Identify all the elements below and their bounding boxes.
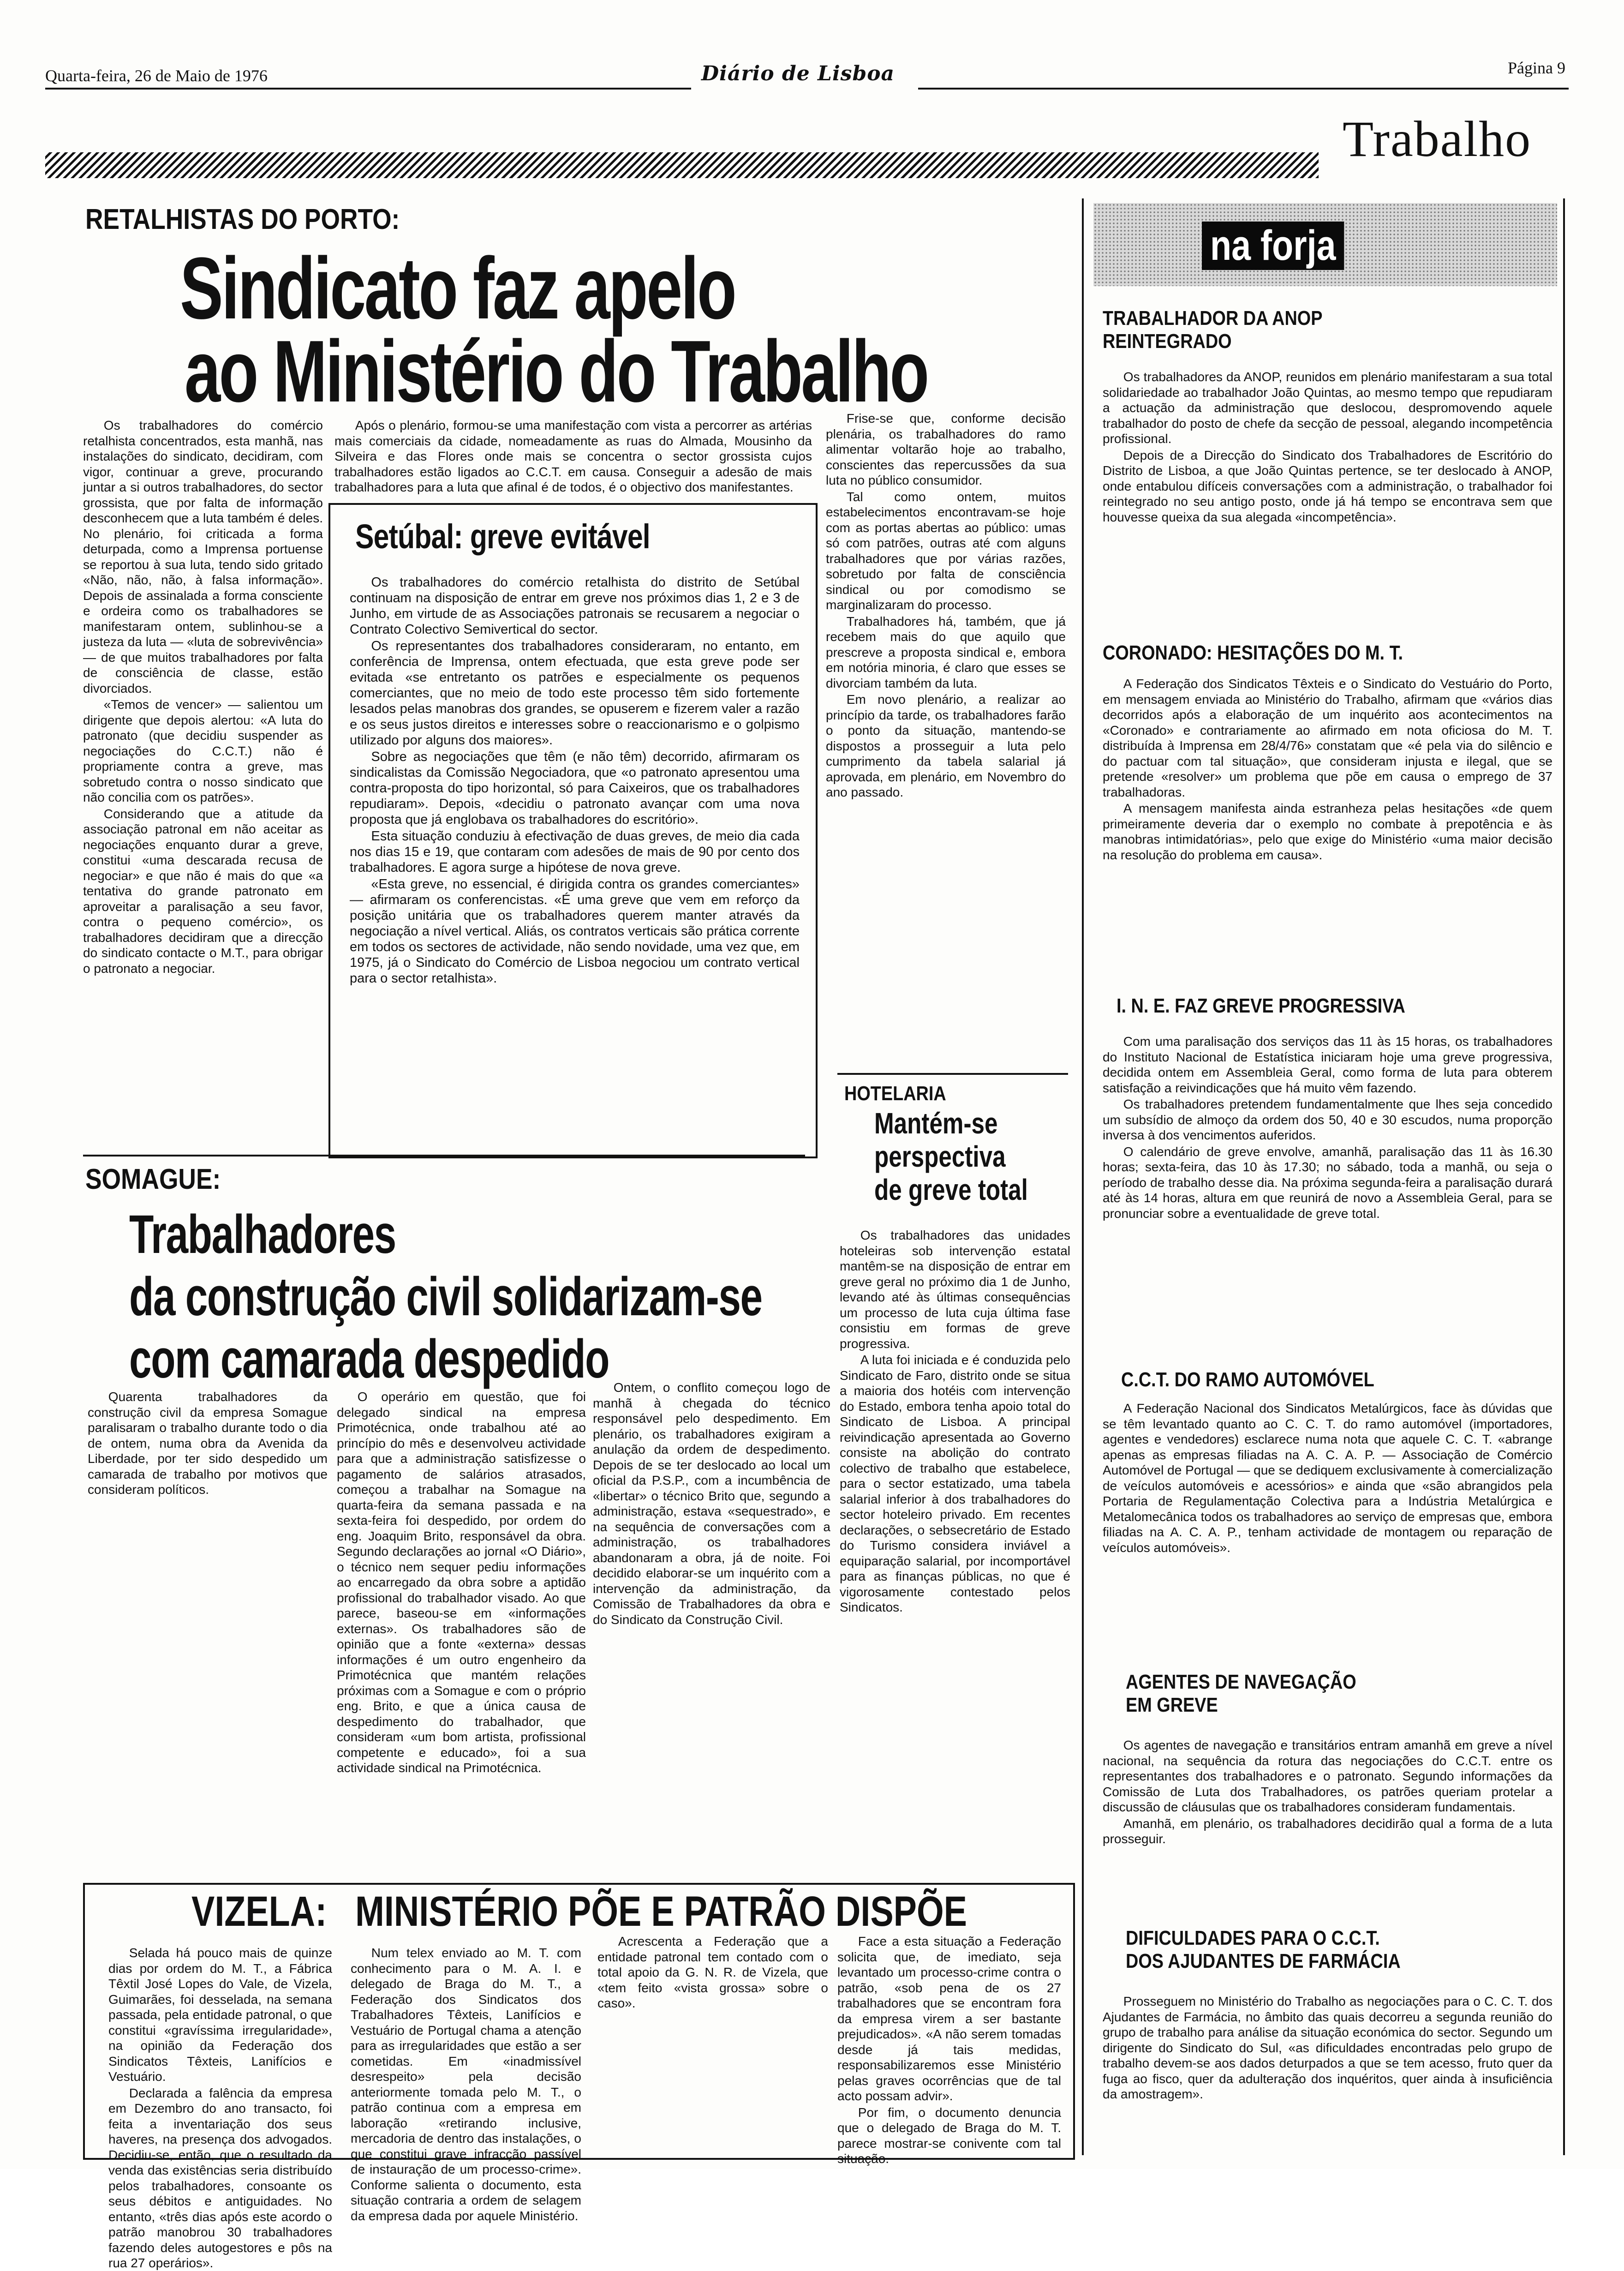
porto-para: Os trabalhadores do comércio retalhista concentrados, esta manhã, nas instalações do sindicato, decidiram, com vigor, continuar a greve, procurando juntar a si outros trabalhadores, do sector grossista, que por falta de informação desconhecem que a luta também é deles. No plenário, foi criticada a forma deturpada, como a Imprensa portuense se reportou à sua luta, tendo sido gritado «Não, não, não, à falsa informação». Depois de assinalada a forma consciente e ordeira como os trabalhadores se manifestaram ontem, sublinhou-se a justeza da luta — «luta de sobrevivência» — de que muitos trabalhadores por falta de consciência de classe, estão divorciados. xyxy=(83,418,323,695)
header-rule-left xyxy=(45,88,691,90)
porto-col-2 xyxy=(334,418,812,496)
vizela-col-4 xyxy=(837,1934,1061,2166)
vizela-para: Por fim, o documento denuncia que o delegado de Braga do M. T. parece mostrar-se conivente com tal situação. xyxy=(837,2105,1061,2166)
porto-para: Frise-se que, conforme decisão plenária, os trabalhadores do ramo alimentar voltarão hoje ao trabalho, conscientes das repercussões da sua luta no público consumidor. xyxy=(826,411,1066,487)
vizela-para: Face a esta situação a Federação solicita que, de imediato, seja levantado um processo-crime contra o patrão, «sob pena de os 27 trabalhadores que se encontram fora da empresa virem a ser bastante prejudicados». «A não serem tomadas desde já tais medidas, responsabilizaremos esse Ministério pelas graves ocorrências que de tal acto possam advir». xyxy=(837,1934,1061,2103)
sidebar-para: Depois de a Direcção do Sindicato dos Trabalhadores de Escritório do Distrito de Lisboa, a que João Quintas pertence, se ter deslocado à ANOP, onde entabulou difíceis conversações com a administração, o trabalhador foi reintegrado no seu antigo posto, onde já há tempo se encontrava sem que houvesse queixa da sua alegada «incompetência». xyxy=(1103,448,1552,524)
sidebar-item-body xyxy=(1103,1994,1552,2157)
porto-para: «Temos de vencer» — salientou um dirigente que depois alertou: «A luta do patronato (que decidiu suspender as negociações do C.C.T.) não é propriamente contra a greve, mas sobretudo contra o nosso sindicato que não concilia com os patrões». xyxy=(83,697,323,804)
porto-para: Após o plenário, formou-se uma manifestação com vista a percorrer as artérias mais comerciais da cidade, nomeadamente as ruas do Almada, Mousinho da Silveira e das Flores onde mais se concentra o sector grossista cujos trabalhadores estão ligados ao C.C.T. em causa. Conseguir a adesão de mais trabalhadores para a luta que afinal é de todos, é o objectivo dos manifestantes. xyxy=(334,418,812,494)
sidebar-banner: na forja xyxy=(1202,222,1344,270)
vizela-para: Selada há pouco mais de quinze dias por ordem do M. T., a Fábrica Têxtil José Lopes do Vale, de Vizela, Guimarães, foi desselada, na semana passada, pela entidade patronal, o que constitui «gravíssima irregularidade», na opinião da Federação dos Sindicatos Têxteis, Lanifícios e Vestuário. xyxy=(108,1946,332,2084)
hotelaria-para: A luta foi iniciada e é conduzida pelo Sindicato de Faro, distrito onde se situa a maioria dos hotéis com intervenção do Estado, embora tenha apoio total do Sindicato de Lisboa. A principal reivindicação apresentada ao Governo consiste na abolição do contrato colectivo de trabalho que estabelece, para o sector estatizado, uma tabela salarial inferior à dos trabalhadores do sector hoteleiro privado. Em recentes declarações, o sebsecretário de Estado do Turismo considera inviável a equiparação salarial, por incomportável para as finanças públicas, no que é vigorosamente contestado pelos Sindicatos. xyxy=(840,1353,1070,1614)
setubal-para: Os representantes dos trabalhadores consideraram, no entanto, em conferência de Imprensa, ontem efectuada, que esta greve pode ser evitada «se entretanto os patrões e especialmente os pequenos comerciantes, que no meio de todo este processo têm sido fortemente lesados pelas manobras dos grandes, se opuserem e fizerem valer a razão e os seus justos direitos e interesses sobre o reaccionarismo e o golpismo utilizado por alguns dos maiores». xyxy=(350,639,800,748)
vizela-para: Declarada a falência da empresa em Dezembro do ano transacto, foi feita a inventariação dos seus haveres, na presença dos advogados. Decidiu-se, então, que o resultado da venda das existências seria distribuído pelos trabalhadores, consoante os seus débitos e antiguidades. No entanto, «três dias após este acordo o patrão manobrou 30 trabalhadores fazendo deles autogestores e pôs na rua 27 operários». xyxy=(108,2085,332,2270)
setubal-headline: Setúbal: greve evitável xyxy=(355,517,650,556)
setubal-para: Sobre as negociações que têm (e não têm) decorrido, afirmaram os sindicalistas da Comissão Negociadora, que «o patronato apresentou uma contra-proposta do tipo horizontal, só para Caixeiros, que os trabalhadores repudiaram». Depois, «decidiu o patronato avançar com uma nova proposta que já englobava os trabalhadores do escritório». xyxy=(350,749,800,827)
sidebar-para: Os trabalhadores pretendem fundamentalmente que lhes seja concedido um subsídio de almoço da ordem dos 50, 40 e 30 escudos, numa proporção inversa à dos vencimentos auferidos. xyxy=(1103,1097,1552,1142)
porto-para: Considerando que a atitude da associação patronal em não aceitar as negociações enquanto durar a greve, constitui «uma descarada recusa de negociar» e que não é mais do que «a tentativa do grande patronato em aproveitar a paralisação a seu favor, contra o pequeno comércio», os trabalhadores decidiram que a direcção do sindicato contacte o M.T., para obrigar o patronato a negociar. xyxy=(83,806,323,976)
somague-col-2 xyxy=(337,1389,586,1874)
section-title: Trabalho xyxy=(1343,111,1532,167)
sidebar-item-title: I. N. E. FAZ GREVE PROGRESSIVA xyxy=(1116,995,1405,1017)
sidebar-para: Os agentes de navegação e transitários entram amanhã em greve a nível nacional, na sequência da rotura das negociações do C.C.T. entre os representantes dos trabalhadores e o patronato. Segundo informações da Comissão de Luta dos Trabalhadores, os patrões queriam protelar a discussão de cláusulas que os trabalhadores consideram fundamentais. xyxy=(1103,1738,1552,1814)
page-number: Página 9 xyxy=(1508,59,1565,77)
porto-para: Em novo plenário, a realizar ao princípio da tarde, os trabalhadores farão o ponto da situação, mantendo-se dispostos a prosseguir a luta pelo cumprimento da tabela salarial já aprovada, em plenário, em Novembro do ano passado. xyxy=(826,692,1066,799)
sidebar-right-rule xyxy=(1563,198,1565,2155)
somague-kicker: SOMAGUE: xyxy=(85,1163,221,1195)
sidebar-item-title: C.C.T. DO RAMO AUTOMÓVEL xyxy=(1121,1368,1374,1391)
hotelaria-body xyxy=(840,1228,1070,1874)
sidebar-para: A Federação dos Sindicatos Têxteis e o Sindicato do Vestuário do Porto, em mensagem enviada ao Ministério do Trabalho, afirmam que «vários dias decorridos após a elaboração de um inquérito aos acontecimentos na «Coronado» e contrariamente ao afirmado em nota oficiosa do M. T. distribuída à Imprensa em 28/4/76» constatam que «é pela via do silêncio e do pactuar com tal situação», que consideram injusta e ilegal, que se pretende «resolver» um problema que põe em causa o emprego de 37 trabalhadoras. xyxy=(1103,677,1552,799)
porto-col-4 xyxy=(826,411,1066,1085)
vizela-col-1 xyxy=(108,1945,332,2270)
sidebar-para: Prosseguem no Ministério do Trabalho as negociações para o C. C. T. dos Ajudantes de Farmácia, no âmbito das quais decorreu a segunda reunião do grupo de trabalho para análise da situação económica do sector. Segundo um dirigente do Sindicato do Sul, «as dificuldades encontradas pelo grupo de trabalho devem-se aos dados deturpados a que se tem acesso, fruto quer da fuga ao fisco, quer da adulteração dos inquéritos, quer ainda à insuficiência da amostragem». xyxy=(1103,1994,1552,2101)
porto-headline-line2: ao Ministério do Trabalho xyxy=(185,323,928,420)
sidebar-para: Com uma paralisação dos serviços das 11 às 15 horas, os trabalhadores do Instituto Nacional de Estatística iniciaram hoje uma greve progressiva, decidida ontem em Assembleia Geral, como forma de luta para obterem satisfação a reivindicações que há muito vêm fazendo. xyxy=(1103,1034,1552,1095)
somague-para: O operário em questão, que foi delegado sindical na empresa Primotécnica, onde trabalhou até ao princípio do mês e desenvolveu actividade para que a administração satisfizesse o pagamento de salários atrasados, começou a trabalhar na Somague na quarta-feira da semana passada e na sexta-feira foi despedido, por ordem do eng. Joaquim Brito, responsável da obra. Segundo declarações ao jornal «O Diário», o técnico nem sequer pediu informações ao encarregado da obra sobre a aptidão profissional do trabalhador visado. Ao que parece, baseou-se em «informações externas». Os trabalhadores são de opinião que a fonte «externa» dessas informações é um outro engenheiro da Primotécnica que mantém relações próximas com a Somague e com o próprio eng. Brito, e que a única causa de despedimento do trabalhador, que consideram «um bom artista, profissional competente e educado», foi a sua actividade sindical na Primotécnica. xyxy=(337,1390,586,1775)
somague-para: Ontem, o conflito começou logo de manhã à chegada do técnico responsável pelo despedimento. Em plenário, os trabalhadores exigiram a anulação da ordem de despedimento. Depois de se ter deslocado ao local um oficial da P.S.P., com a incumbência de «libertar» o técnico Brito que, segundo a administração, estava «sequestrado», e na sequência de conversações com a administração, os trabalhadores abandonaram a obra, já de noite. Foi decidido elaborar-se um inquérito com a intervenção da administração, da Comissão de Trabalhadores da obra e do Sindicato da Construção Civil. xyxy=(593,1380,830,1627)
header-rule-right xyxy=(918,88,1569,90)
vizela-para: Num telex enviado ao M. T. com conhecimento para o M. A. I. e delegado de Braga do M. T., a Federação dos Sindicatos dos Trabalhadores Têxteis, Lanifícios e Vestuário de Portugal chama a atenção para as irregularidades que estão a ser cometidas. Em «inadmissível desrespeito» pela decisão anteriormente tomada pelo M. T., o patrão continua com a empresa em laboração «retirando inclusive, mercadoria de dentro das instalações, o que constitui grave infracção passível de instauração de um processo-crime». Conforme salienta o documento, esta situação contraria a ordem de selagem da empresa dada por aquele Ministério. xyxy=(351,1946,581,2223)
sidebar-item-body xyxy=(1103,676,1552,999)
sidebar-item-title: TRABALHADOR DA ANOP REINTEGRADO xyxy=(1103,307,1323,353)
vizela-headline: MINISTÉRIO PÕE E PATRÃO DISPÕE xyxy=(355,1888,967,1935)
somague-top-rule xyxy=(83,1155,805,1156)
sidebar-item-title: DIFICULDADES PARA O C.C.T. DOS AJUDANTES DE FARMÁCIA xyxy=(1126,1927,1401,1972)
sidebar-item-body xyxy=(1103,1738,1552,1924)
setubal-para: Os trabalhadores do comércio retalhista do distrito de Setúbal continuam na disposição de entrar em greve nos próximos dias 1, 2 e 3 de Junho, em virtude de as Associações patronais se recusarem a negociar o Contrato Colectivo Semivertical do sector. xyxy=(350,575,800,637)
hotelaria-headline-line3: de greve total xyxy=(874,1173,1028,1206)
hotelaria-headline-line2: perspectiva xyxy=(874,1140,1006,1173)
vizela-col-3 xyxy=(597,1934,828,2153)
porto-col-1 xyxy=(83,418,323,1138)
sidebar-para: A Federação Nacional dos Sindicatos Metalúrgicos, face às dúvidas que se têm levantado quanto ao C. C. T. do ramo automóvel (importadores, agentes e vendedores) esclarece numa nota que aquele C. C. T. «abrange apenas as empresas filiadas na A. C. A. P. — Associação de Comércio Automóvel de Portugal — que se dediquem exclusivamente à comercialização de veículos automóveis e acessórios» e ainda que «são abrangidos pela Portaria de Regulamentação Colectiva para a Indústria Metalúrgica e Metalomecânica todos os trabalhadores ao serviço de empresas que, embora filiadas na A. C. A. P., tenham actividade de montagem ou reparação de veículos automóveis». xyxy=(1103,1401,1552,1555)
sidebar-para: Os trabalhadores da ANOP, reunidos em plenário manifestaram a sua total solidariedade ao trabalhador João Quintas, ao mesmo tempo que repudiaram a actuação da administração que deslocou, despromovendo aquele trabalhador do posto de chefe da secção de pessoal, alegando incompetência profissional. xyxy=(1103,370,1552,446)
somague-col-3 xyxy=(593,1380,830,1874)
porto-para: Trabalhadores há, também, que já recebem mais do que aquilo que prescreve a proposta sindical e, embora em notória minoria, é claro que esses se divorciam também da luta. xyxy=(826,614,1066,690)
hotelaria-top-rule xyxy=(837,1073,1068,1075)
sidebar-item-body xyxy=(1103,369,1552,630)
vizela-para: Acrescenta a Federação que a entidade patronal tem contado com o total apoio da G. N. R. de Vizela, que «tem feito «vista grossa» sobre o caso». xyxy=(597,1934,828,2010)
sidebar-para: O calendário de greve envolve, amanhã, paralisação das 11 às 16.30 horas; sexta-feira, das 10 às 17.30; no sábado, toda a manhã, ou seja o período de trabalho desse dia. Na próxima segunda-feira a paralisação durará até às 14 horas, altura em que reunirá de novo a Assembleia Geral, para se pronunciar sobre a eventualidade de greve total. xyxy=(1103,1144,1552,1221)
somague-headline-line2: da construção civil solidarizam-se xyxy=(129,1266,762,1327)
hotelaria-para: Os trabalhadores das unidades hoteleiras sob intervenção estatal mantêm-se na disposição de entrar em greve geral no próximo dia 1 de Junho, levando até às últimas consequências um processo de luta cuja última fase consistiu em formas de greve progressiva. xyxy=(840,1228,1070,1351)
sidebar-para: Amanhã, em plenário, os trabalhadores decidirão qual a forma de a luta prosseguir. xyxy=(1103,1816,1552,1846)
somague-para: Quarenta trabalhadores da construção civil da empresa Somague paralisaram o trabalho durante todo o dia de ontem, numa obra da Avenida da Liberdade, por ter sido despedido um camarada de trabalho por motivos que consideram políticos. xyxy=(88,1390,328,1497)
vizela-col-2 xyxy=(351,1945,581,2223)
sidebar-left-rule xyxy=(1082,198,1084,2155)
setubal-para: Esta situação conduziu à efectivação de duas greves, de meio dia cada nos dias 15 e 19, que contaram com adesões de mais de 90 por cento dos trabalhadores. E agora surge a hipótese de nova greve. xyxy=(350,829,800,875)
somague-headline-line3: com camarada despedido xyxy=(129,1329,609,1390)
sidebar-item-title: AGENTES DE NAVEGAÇÃO EM GREVE xyxy=(1126,1671,1356,1716)
setubal-body xyxy=(350,575,800,1142)
sidebar-item-body xyxy=(1103,1034,1552,1368)
issue-date: Quarta-feira, 26 de Maio de 1976 xyxy=(45,66,268,85)
hotelaria-headline-line1: Mantém-se xyxy=(874,1107,998,1140)
sidebar-item-body xyxy=(1103,1401,1552,1659)
porto-headline-line1: Sindicato faz apelo xyxy=(180,240,735,337)
porto-kicker: RETALHISTAS DO PORTO: xyxy=(85,204,400,235)
porto-para: Tal como ontem, muitos estabelecimentos encontravam-se hoje com as portas abertas ao público: umas só com patrões, outras até com alguns trabalhadores que por várias razões, sobretudo por falta de consciência sindical ou por comodismo se marginalizaram do processo. xyxy=(826,489,1066,612)
section-hatch-band xyxy=(45,152,1319,178)
sidebar-item-title: CORONADO: HESITAÇÕES DO M. T. xyxy=(1103,641,1403,664)
somague-col-1 xyxy=(88,1389,328,1874)
sidebar-para: A mensagem manifesta ainda estranheza pelas hesitações «de quem primeiramente deveria dar o exemplo no combate à prepotência e às manobras intimidatórias», pelo que exige do Ministério «uma maior decisão na resolução do problema em causa». xyxy=(1103,801,1552,862)
masthead: Diário de Lisboa xyxy=(701,62,895,85)
hotelaria-kicker: HOTELARIA xyxy=(844,1082,946,1105)
vizela-kicker: VIZELA: xyxy=(191,1888,327,1935)
somague-headline-line1: Trabalhadores xyxy=(129,1204,396,1265)
setubal-para: «Esta greve, no essencial, é dirigida contra os grandes comerciantes» — afirmaram os conferencistas. «É uma greve que vem em reforço da posição unitária que os trabalhadores querem manter através da negociação a nível vertical. Aliás, os contratos verticais são prática corrente em todos os sectores de actividade, não sendo novidade, uma vez que, em 1975, já o Sindicato do Comércio de Lisboa negociou um contrato vertical para o sector retalhista». xyxy=(350,877,800,986)
